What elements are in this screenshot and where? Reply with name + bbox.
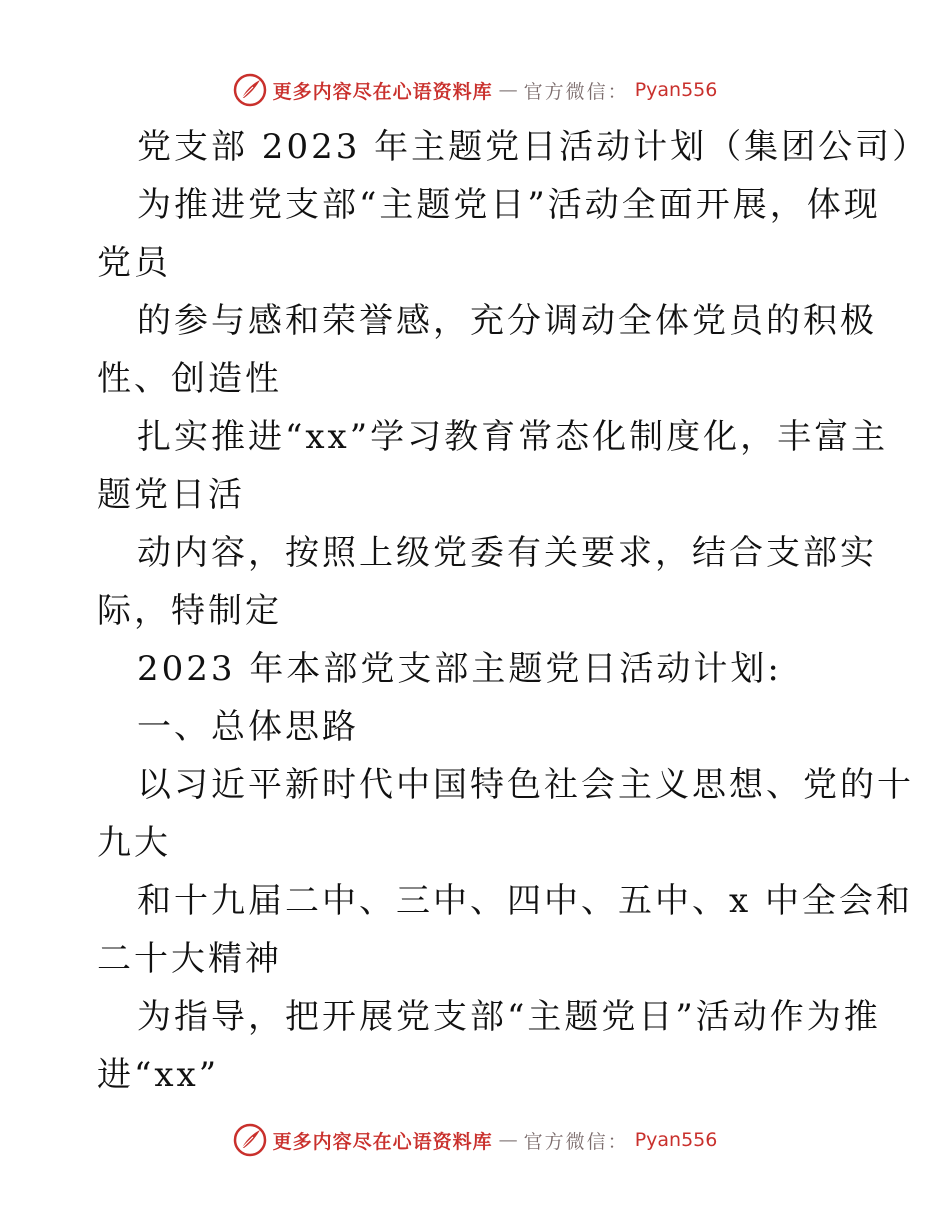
banner-separator: — [498, 79, 518, 101]
body-line: 际，特制定 [97, 591, 282, 631]
body-line: 为推进党支部“主题党日”活动全面开展，体现 [137, 185, 881, 225]
banner-separator: — [498, 1129, 518, 1151]
body-line: 为指导，把开展党支部“主题党日”活动作为推 [137, 997, 881, 1037]
body-line: 和十九届二中、三中、四中、五中、x 中全会和 [137, 881, 913, 921]
feather-pen-logo-icon [233, 73, 267, 107]
body-line: 进“xx” [97, 1055, 220, 1095]
document-title: 党支部 2023 年主题党日活动计划（集团公司） [137, 127, 930, 167]
banner-contact-label: 官方微信： [523, 1130, 629, 1153]
body-line: 性、创造性 [97, 359, 282, 399]
body-line: 扎实推进“xx”学习教育常态化制度化，丰富主 [137, 417, 889, 457]
section-heading: 一、总体思路 [137, 707, 359, 747]
header-banner [0, 70, 950, 110]
body-line: 题党日活 [97, 475, 245, 515]
feather-pen-logo-icon [233, 1123, 267, 1157]
banner-contact-label: 官方微信： [523, 80, 629, 103]
banner-library-text: 更多内容尽在心语资料库 [272, 80, 493, 103]
banner-library-text: 更多内容尽在心语资料库 [272, 1130, 493, 1153]
body-line: 以习近平新时代中国特色社会主义思想、党的十 [137, 765, 914, 805]
body-line: 二十大精神 [97, 939, 282, 979]
document-body [97, 118, 930, 1104]
footer-banner [0, 1120, 950, 1160]
body-line: 2023 年本部党支部主题党日活动计划: [137, 649, 782, 689]
body-line: 九大 [97, 823, 171, 863]
body-line: 的参与感和荣誉感，充分调动全体党员的积极 [137, 301, 877, 341]
banner-contact-id: Pyan556 [634, 1129, 718, 1151]
body-line: 党员 [97, 243, 171, 283]
body-line: 动内容，按照上级党委有关要求，结合支部实 [137, 533, 877, 573]
banner-contact-id: Pyan556 [634, 79, 718, 101]
